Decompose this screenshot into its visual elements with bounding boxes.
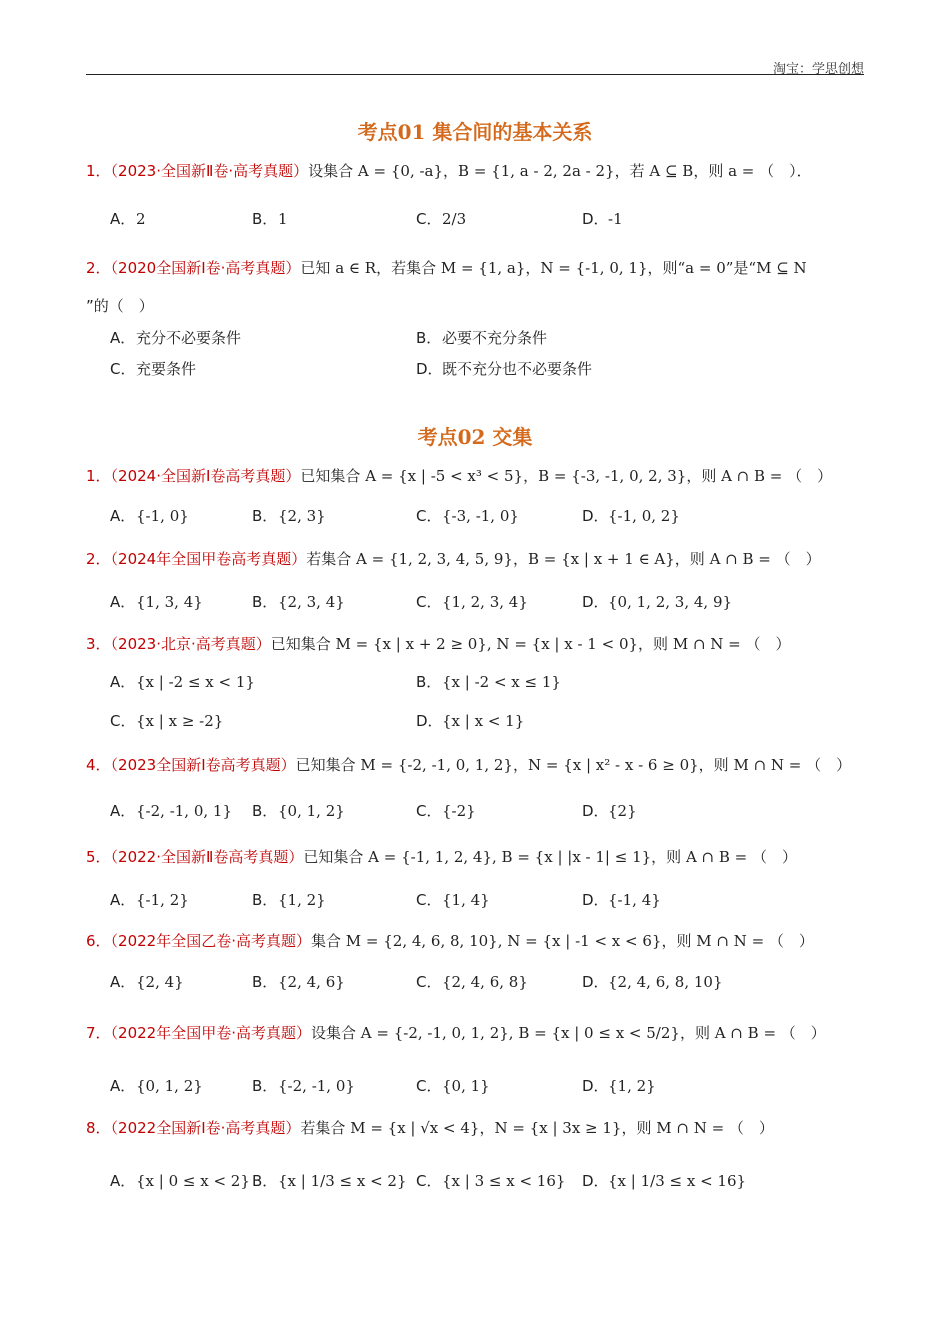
question-stem: 设集合 A = {-2, -1, 0, 1, 2}, B = {x | 0 ≤ x < 5/2}，则 A ∩ B = （ ） [311,1024,826,1042]
question-stem: 已知集合 A = {-1, 1, 2, 4}, B = {x | |x - 1| ≤ 1}，则 A ∩ B = （ ） [303,848,798,866]
option-c: C．{1, 4} [416,891,490,909]
question-1-2 [86,257,876,279]
option-d: D．{-1, 0, 2} [582,507,680,525]
question-2-3 [86,633,876,655]
option-a: A．{1, 3, 4} [110,593,203,611]
option-a: A．{x | -2 ≤ x < 1} [110,673,255,691]
option-c: C．充要条件 [110,360,197,378]
option-d: D．{x | x < 1} [416,712,525,730]
option-a: A．2 [110,210,146,228]
question-number: 2． [86,550,111,568]
option-d: D．{x | 1/3 ≤ x < 16} [582,1172,747,1190]
question-stem-tail: ”的（ ） [86,297,154,315]
option-a: A．{2, 4} [110,973,184,991]
question-number: 8． [86,1119,111,1137]
option-b: B．{0, 1, 2} [252,802,345,820]
option-d: D．{-1, 4} [582,891,661,909]
option-b: B．{2, 3, 4} [252,593,345,611]
option-c: C．2/3 [416,210,467,228]
question-number: 1． [86,467,111,485]
question-number: 4． [86,756,111,774]
header-divider [86,74,864,75]
question-source: （2022年全国甲卷·高考真题） [110,1024,311,1042]
section-title-1: 考点01 集合间的基本关系 [357,120,593,144]
option-a: A．{x | 0 ≤ x < 2} [110,1172,250,1190]
option-b: B．1 [252,210,288,228]
question-number: 2． [86,259,111,277]
option-a: A．充分不必要条件 [110,329,242,347]
question-2-5 [86,846,876,868]
question-stem: 已知集合 M = {x | x + 2 ≥ 0}, N = {x | x - 1 < 0}，则 M ∩ N = （ ） [270,635,791,653]
option-d: D．-1 [582,210,623,228]
question-stem: 设集合 A = {0, -a}，B = {1, a - 2, 2a - 2}，若 A ⊆ B，则 a = （ ）． [308,162,812,180]
question-number: 7． [86,1024,111,1042]
option-c: C．{-3, -1, 0} [416,507,519,525]
question-stem: 已知 a ∈ R，若集合 M = {1, a}，N = {-1, 0, 1}，则“a = 0”是“M ⊆ N [300,259,807,277]
option-b: B．{2, 3} [252,507,326,525]
question-2-8 [86,1117,876,1139]
question-2-2 [86,548,876,570]
question-stem: 已知集合 A = {x | -5 < x³ < 5}，B = {-3, -1, 0, 2, 3}，则 A ∩ B = （ ） [300,467,833,485]
option-d: D．{2, 4, 6, 8, 10} [582,973,723,991]
option-c: C．{-2} [416,802,476,820]
question-1-1 [86,160,876,182]
question-source: （2023·全国新Ⅱ卷·高考真题） [110,162,309,180]
question-stem: 已知集合 M = {-2, -1, 0, 1, 2}，N = {x | x² - x - 6 ≥ 0}，则 M ∩ N = （ ） [295,756,852,774]
question-stem: 若集合 M = {x | √x < 4}，N = {x | 3x ≥ 1}，则 M ∩ N = （ ） [300,1119,774,1137]
question-source: （2020全国新Ⅰ卷·高考真题） [110,259,301,277]
question-number: 3． [86,635,111,653]
option-b: B．{x | 1/3 ≤ x < 2} [252,1172,407,1190]
option-a: A．{-1, 2} [110,891,189,909]
option-a: A．{0, 1, 2} [110,1077,203,1095]
option-b: B．{2, 4, 6} [252,973,345,991]
header-watermark: 淘宝：学思创想 [772,62,864,77]
question-source: （2024·全国新Ⅰ卷高考真题） [110,467,301,485]
option-c: C．{2, 4, 6, 8} [416,973,528,991]
option-a: A．{-2, -1, 0, 1} [110,802,233,820]
question-source: （2023·北京·高考真题） [110,635,271,653]
question-number: 1． [86,162,111,180]
option-b: B．{1, 2} [252,891,326,909]
question-source: （2023全国新Ⅰ卷高考真题） [110,756,296,774]
option-a: A．{-1, 0} [110,507,189,525]
option-c: C．{x | 3 ≤ x < 16} [416,1172,566,1190]
question-source: （2022·全国新Ⅱ卷高考真题） [110,848,304,866]
option-d: D．{2} [582,802,637,820]
option-c: C．{1, 2, 3, 4} [416,593,528,611]
option-c: C．{0, 1} [416,1077,490,1095]
question-2-4 [86,754,876,776]
question-number: 5． [86,848,111,866]
option-b: B．{-2, -1, 0} [252,1077,355,1095]
section-title-2: 考点02 交集 [417,425,533,449]
question-2-6 [86,930,876,952]
option-d: D．{1, 2} [582,1077,656,1095]
question-source: （2022年全国乙卷·高考真题） [110,932,311,950]
question-source: （2024年全国甲卷高考真题） [110,550,307,568]
question-2-1 [86,465,876,487]
question-source: （2022全国新Ⅰ卷·高考真题） [110,1119,301,1137]
option-b: B．{x | -2 < x ≤ 1} [416,673,561,691]
question-stem: 若集合 A = {1, 2, 3, 4, 5, 9}，B = {x | x + 1 ∈ A}，则 A ∩ B = （ ） [306,550,821,568]
option-c: C．{x | x ≥ -2} [110,712,224,730]
option-b: B．必要不充分条件 [416,329,548,347]
question-2-7 [86,1022,876,1044]
option-d: D．既不充分也不必要条件 [416,360,593,378]
option-d: D．{0, 1, 2, 3, 4, 9} [582,593,733,611]
question-number: 6． [86,932,111,950]
question-stem: 集合 M = {2, 4, 6, 8, 10}, N = {x | -1 < x < 6}，则 M ∩ N = （ ） [311,932,814,950]
